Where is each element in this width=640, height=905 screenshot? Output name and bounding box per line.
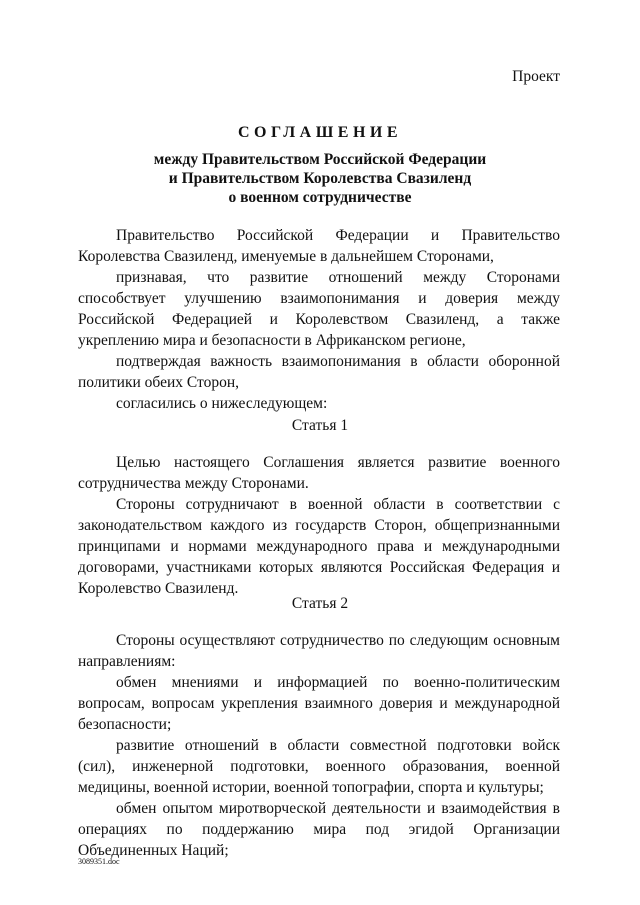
subtitle-line-2: и Правительством Королевства Свазиленд bbox=[168, 170, 472, 187]
subtitle-line-3: о военном сотрудничестве bbox=[228, 189, 412, 206]
article-2-paragraph-1: Стороны осуществляют сотрудничество по следующим основным направлениям: bbox=[78, 632, 560, 670]
document-title: СОГЛАШЕНИЕ bbox=[237, 124, 403, 141]
preamble-paragraph-1: Правительство Российской Федерации и Правительство Королевства Свазиленд, именуемые в дальнейшем Сторонами, bbox=[78, 227, 560, 265]
article-2-heading: Статья 2 bbox=[291, 595, 349, 612]
document-subtitle bbox=[0, 150, 640, 207]
draft-label: Проект bbox=[512, 68, 560, 85]
article-1-body bbox=[78, 452, 560, 599]
article-1-paragraph-2: Стороны сотрудничают в военной области в соответствии с законодательством каждого из государств Сторон, общепризнанными принципами и нормами международного права и международными договорами, участниками которых являются Российская Федерация и Королевство Свазиленд. bbox=[78, 496, 560, 597]
subtitle-line-1: между Правительством Российской Федерации bbox=[153, 151, 487, 168]
article-1-heading: Статья 1 bbox=[291, 417, 349, 434]
article-2-paragraph-2: обмен мнениями и информацией по военно-политическим вопросам, вопросам укрепления взаимного доверия и международной безопасности; bbox=[78, 674, 560, 733]
document-file-code: 3089351.doc bbox=[78, 857, 120, 866]
article-1-paragraph-1: Целью настоящего Соглашения является развитие военного сотрудничества между Сторонами. bbox=[78, 454, 560, 492]
preamble-paragraph-3: подтверждая важность взаимопонимания в области оборонной политики обеих Сторон, bbox=[78, 353, 560, 391]
article-2-paragraph-4: обмен опытом миротворческой деятельности и взаимодействия в операциях по поддержанию мира под эгидой Организации Объединенных Наций; bbox=[78, 800, 560, 859]
preamble-paragraph-2: признавая, что развитие отношений между Сторонами способствует улучшению взаимопонимания и доверия между Российской Федерацией и Королевством Свазиленд, а также укреплению мира и безопасности в Африканском регионе, bbox=[78, 269, 560, 349]
preamble-paragraph-4: согласились о нижеследующем: bbox=[116, 395, 328, 412]
preamble bbox=[78, 225, 560, 414]
article-2-paragraph-3: развитие отношений в области совместной подготовки войск (сил), инженерной подготовки, военного образования, военной медицины, военной истории, военной топографии, спорта и культуры; bbox=[78, 737, 560, 796]
article-2-body bbox=[78, 630, 560, 861]
